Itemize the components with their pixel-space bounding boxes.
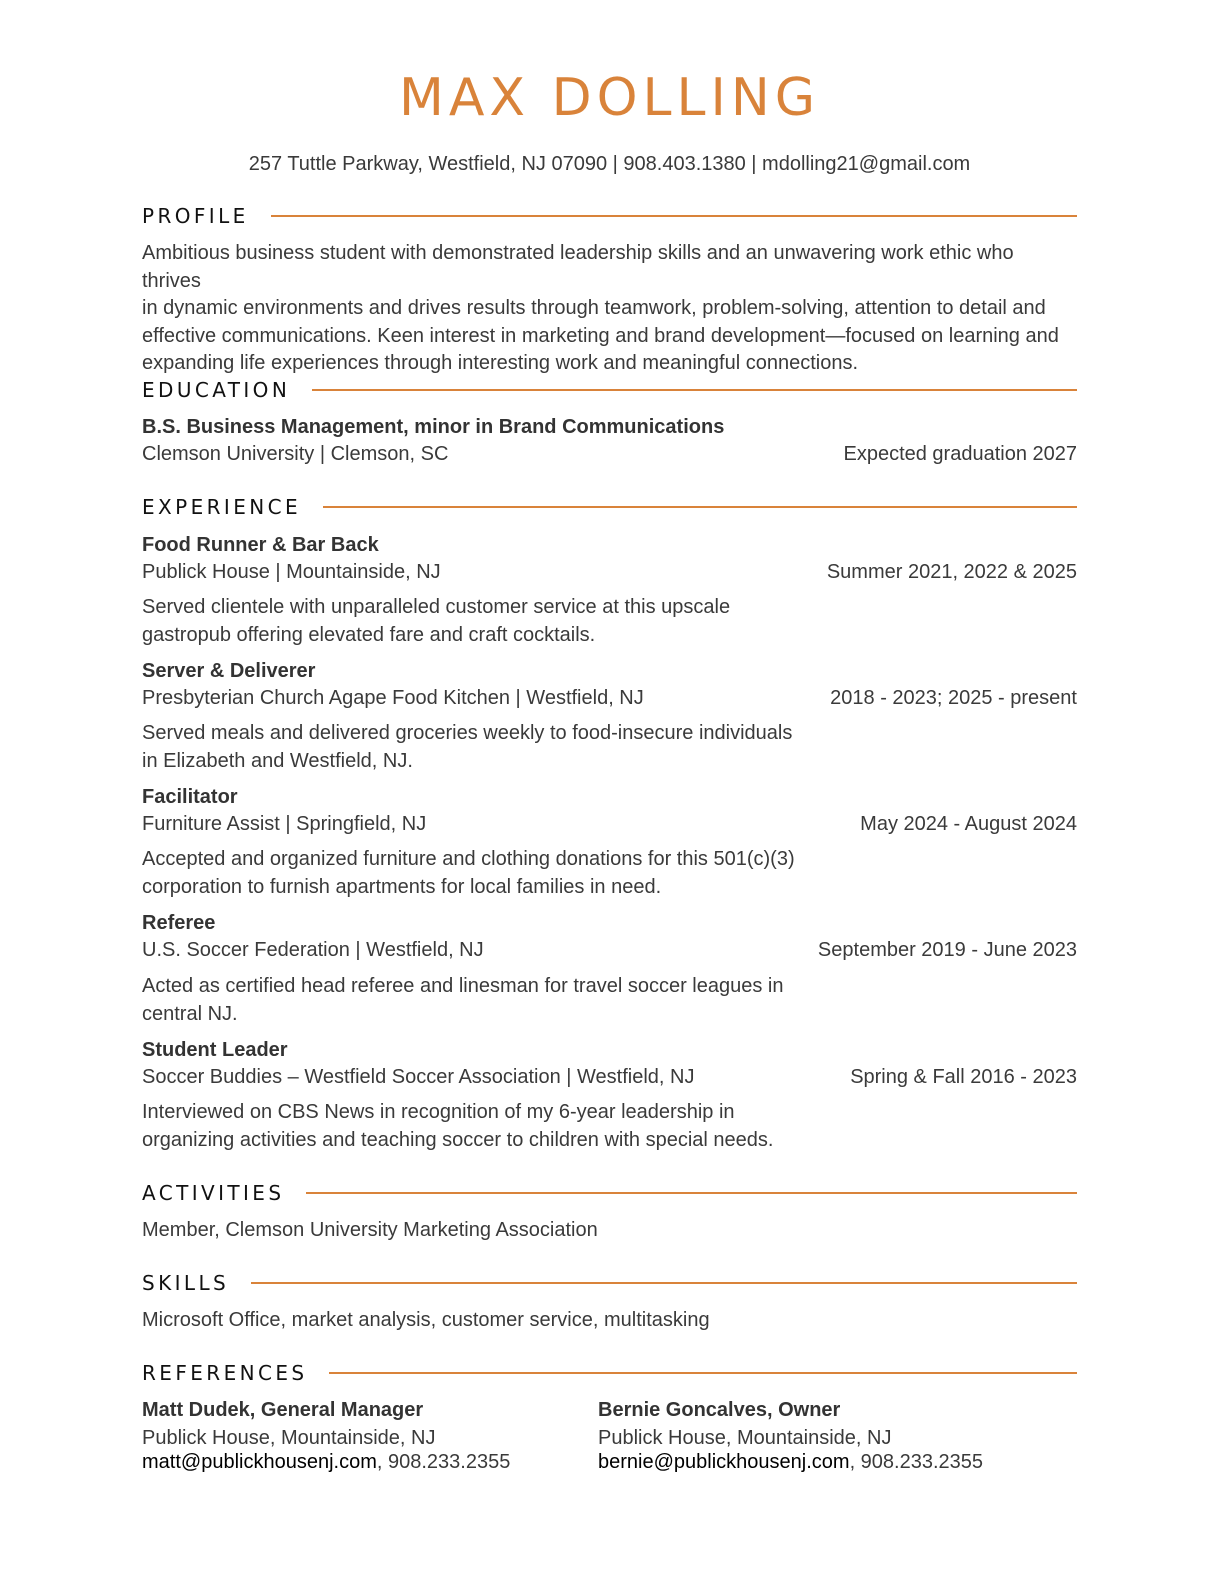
job-organization: Presbyterian Church Agape Food Kitchen | Westfield, NJ xyxy=(142,687,644,709)
job-description xyxy=(142,594,802,649)
job-dates: Spring & Fall 2016 - 2023 xyxy=(850,1066,1077,1088)
job-title: Food Runner & Bar Back xyxy=(142,534,379,556)
profile-section-header xyxy=(142,203,1077,229)
job-org-row xyxy=(142,938,1077,962)
job-title: Server & Deliverer xyxy=(142,660,316,682)
degree-title: B.S. Business Management, minor in Brand Communications xyxy=(142,416,725,438)
job-description-line: organizing activities and teaching soccer to children with special needs. xyxy=(142,1128,774,1151)
job-organization: Publick House | Mountainside, NJ xyxy=(142,561,441,583)
job-description xyxy=(142,1099,802,1154)
profile-line: expanding life experiences through interesting work and meaningful connections. xyxy=(142,352,859,374)
education-row xyxy=(142,442,1077,466)
job-title: Facilitator xyxy=(142,786,238,808)
section-divider xyxy=(271,215,1077,217)
section-title-education: EDUCATION xyxy=(142,378,291,402)
skills-section-header xyxy=(142,1270,1077,1296)
experience-section-header xyxy=(142,494,1077,520)
reference-place: Publick House, Mountainside, NJ xyxy=(598,1427,892,1449)
section-divider xyxy=(329,1372,1077,1374)
reference-card xyxy=(598,1398,983,1474)
education-section-header xyxy=(142,377,1077,403)
section-divider xyxy=(306,1192,1077,1194)
reference-name: Matt Dudek, General Manager xyxy=(142,1399,424,1421)
job-description-line: corporation to furnish apartments for local families in need. xyxy=(142,875,662,898)
section-title-references: REFERENCES xyxy=(142,1361,308,1385)
job-organization: Soccer Buddies – Westfield Soccer Association | Westfield, NJ xyxy=(142,1066,695,1088)
job-org-row xyxy=(142,812,1077,836)
profile-line: effective communications. Keen interest in marketing and brand development—focused on learning and xyxy=(142,324,1059,347)
activities-text: Member, Clemson University Marketing Association xyxy=(142,1219,598,1241)
job-org-row xyxy=(142,560,1077,584)
job-description xyxy=(142,720,802,775)
reference-card xyxy=(142,1398,510,1474)
job-org-row xyxy=(142,1065,1077,1089)
references-section-header xyxy=(142,1360,1077,1386)
job-description xyxy=(142,973,802,1028)
profile-line: in dynamic environments and drives results through teamwork, problem-solving, attention to detail and xyxy=(142,297,1046,319)
profile-line: Ambitious business student with demonstrated leadership skills and an unwavering work ethic who thrives xyxy=(142,242,1014,292)
job-dates: September 2019 - June 2023 xyxy=(817,939,1077,961)
skills-text: Microsoft Office, market analysis, customer service, multitasking xyxy=(142,1309,710,1331)
job-description-line: Served meals and delivered groceries weekly to food-insecure individuals xyxy=(142,722,793,744)
job-title: Student Leader xyxy=(142,1039,288,1061)
reference-email[interactable]: bernie@publickhousenj.com xyxy=(598,1451,850,1473)
section-divider xyxy=(251,1282,1077,1284)
profile-summary xyxy=(142,240,1077,378)
reference-phone: , 908.233.2355 xyxy=(376,1451,511,1473)
section-title-profile: PROFILE xyxy=(142,204,249,228)
job-org-row xyxy=(142,686,1077,710)
job-description-line: central NJ. xyxy=(142,1002,238,1025)
job-description-line: in Elizabeth and Westfield, NJ. xyxy=(142,749,413,772)
job-title: Referee xyxy=(142,912,216,934)
job-dates: May 2024 - August 2024 xyxy=(860,813,1077,835)
reference-contact xyxy=(598,1450,983,1474)
reference-email[interactable]: matt@publickhousenj.com xyxy=(142,1451,377,1473)
section-title-activities: ACTIVITIES xyxy=(142,1181,285,1205)
job-description-line: Interviewed on CBS News in recognition of my 6-year leadership in xyxy=(142,1101,735,1123)
job-description-line: Accepted and organized furniture and clothing donations for this 501(c)(3) xyxy=(142,848,795,870)
reference-name: Bernie Goncalves, Owner xyxy=(598,1399,841,1421)
graduation-date: Expected graduation 2027 xyxy=(843,443,1077,465)
job-description-line: Served clientele with unparalleled customer service at this upscale xyxy=(142,596,731,618)
job-dates: Summer 2021, 2022 & 2025 xyxy=(826,561,1077,583)
job-dates: 2018 - 2023; 2025 - present xyxy=(830,687,1077,709)
job-organization: U.S. Soccer Federation | Westfield, NJ xyxy=(142,939,484,961)
contact-line: 257 Tuttle Parkway, Westfield, NJ 07090 | 908.403.1380 | mdolling21@gmail.com xyxy=(248,153,971,175)
resume-page xyxy=(142,0,1077,1572)
activities-section-header xyxy=(142,1180,1077,1206)
section-divider xyxy=(323,506,1077,508)
section-divider xyxy=(312,389,1077,391)
school-name: Clemson University | Clemson, SC xyxy=(142,443,449,465)
reference-place: Publick House, Mountainside, NJ xyxy=(142,1427,436,1449)
section-title-skills: SKILLS xyxy=(142,1271,230,1295)
job-description xyxy=(142,846,802,901)
job-organization: Furniture Assist | Springfield, NJ xyxy=(142,813,427,835)
candidate-name: MAX DOLLING xyxy=(398,68,821,128)
section-title-experience: EXPERIENCE xyxy=(142,495,302,519)
reference-contact xyxy=(142,1450,510,1474)
job-description-line: Acted as certified head referee and linesman for travel soccer leagues in xyxy=(142,975,784,997)
reference-phone: , 908.233.2355 xyxy=(849,1451,984,1473)
job-description-line: gastropub offering elevated fare and craft cocktails. xyxy=(142,623,596,646)
